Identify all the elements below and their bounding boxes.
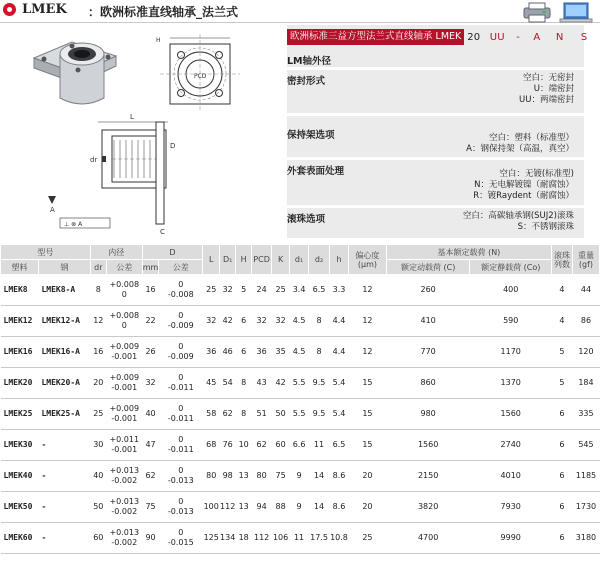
cell-s: - (38, 523, 90, 554)
cell-h: 8.6 (330, 461, 349, 492)
cell-d2: 14 (309, 461, 330, 492)
cell-h: 5.4 (330, 368, 349, 399)
col-k: K (272, 245, 290, 275)
cell-h: 4.4 (330, 306, 349, 337)
cell-k: 42 (272, 368, 290, 399)
cell-dt (159, 461, 203, 492)
cell-d2: 14 (309, 492, 330, 523)
tolerance-upper: 0 (178, 497, 184, 506)
cell-s: - (38, 492, 90, 523)
col-outer-diameter: D (142, 245, 202, 260)
cell-pcd: 43 (252, 368, 272, 399)
table-row (1, 523, 600, 554)
cell-ecc: 12 (348, 337, 386, 368)
cell-n: 6 (552, 523, 573, 554)
cell-d2: 6.5 (309, 275, 330, 306)
tolerance-upper: +0.011 (109, 435, 140, 444)
tolerance-lower: -0.002 (111, 476, 138, 485)
cell-pcd: 51 (252, 399, 272, 430)
tolerance-upper: 0 (178, 280, 184, 289)
cell-ecc: 25 (348, 523, 386, 554)
side-view-drawing (40, 108, 220, 238)
tolerance-upper: +0.013 (109, 497, 140, 506)
cell-n: 6 (552, 430, 573, 461)
code-seal: UU (489, 31, 505, 43)
seal-option: U：端密封 (533, 84, 574, 94)
col-dr-tol: 公差 (106, 260, 142, 275)
cell-c: 980 (386, 399, 470, 430)
tolerance-lower: -0.001 (111, 383, 138, 392)
table-header-row (1, 245, 600, 260)
section-surface-treatment: 外套表面处理 (287, 166, 345, 177)
cell-dt (159, 337, 203, 368)
tolerance-upper: +0.013 (109, 466, 140, 475)
cell-d: 90 (142, 523, 159, 554)
tolerance-upper: 0 (178, 528, 184, 537)
dim-label-a: A (50, 206, 55, 214)
cell-d: 75 (142, 492, 159, 523)
cell-ecc: 15 (348, 368, 386, 399)
cell-dt (159, 492, 203, 523)
col-h: H (236, 245, 252, 275)
cell-c: 260 (386, 275, 470, 306)
cell-c: 1560 (386, 430, 470, 461)
table-row (1, 399, 600, 430)
cell-d1: 42 (220, 306, 236, 337)
cell-c: 3820 (386, 492, 470, 523)
cell-h: 13 (236, 461, 252, 492)
cage-options (466, 133, 574, 155)
cell-pcd: 24 (252, 275, 272, 306)
cell-d1: 98 (220, 461, 236, 492)
title-bar (0, 0, 600, 20)
cell-s: LMEK8-A (38, 275, 90, 306)
cell-d2: 8 (309, 306, 330, 337)
col-plastic: 塑料 (1, 260, 39, 275)
cell-n: 6 (552, 461, 573, 492)
tolerance-upper: +0.009 (109, 373, 140, 382)
cell-d1: 5.5 (290, 368, 309, 399)
cell-k: 35 (272, 337, 290, 368)
cell-dr: 25 (90, 399, 106, 430)
cell-h: 8 (236, 399, 252, 430)
tolerance-lower: -0.002 (111, 507, 138, 516)
code-surface: N (555, 31, 564, 43)
col-d1: D₁ (220, 245, 236, 275)
cell-k: 32 (272, 306, 290, 337)
cell-d1: 9 (290, 492, 309, 523)
tolerance-lower: -0.015 (167, 538, 194, 547)
pcd-label: PCD (194, 73, 207, 80)
seal-options (519, 73, 574, 106)
divider (287, 157, 584, 160)
col-h-small: h (330, 245, 349, 275)
cell-ecc: 12 (348, 275, 386, 306)
cell-h: 6.5 (330, 430, 349, 461)
cell-ecc: 20 (348, 461, 386, 492)
tolerance-lower: -0.009 (167, 352, 194, 361)
cell-co: 590 (470, 306, 552, 337)
cell-l: 80 (203, 461, 220, 492)
front-view-drawing (150, 30, 250, 114)
tolerance-lower: -0.011 (167, 414, 194, 423)
cell-pcd: 62 (252, 430, 272, 461)
cell-k: 25 (272, 275, 290, 306)
ball-option: 空白：高碳轴承钢(SUJ2)滚珠 (462, 211, 574, 221)
cell-d1: 4.5 (290, 306, 309, 337)
tolerance-upper: 0 (178, 466, 184, 475)
cell-dr: 8 (90, 275, 106, 306)
cell-d2: 8 (309, 337, 330, 368)
cell-dr: 40 (90, 461, 106, 492)
cell-h: 13 (236, 492, 252, 523)
bearing-photo (20, 26, 140, 114)
cell-h: 8 (236, 368, 252, 399)
cell-pcd: 32 (252, 306, 272, 337)
tray-icons (520, 0, 598, 24)
tolerance-lower: -0.008 (167, 290, 194, 299)
cell-co: 2740 (470, 430, 552, 461)
spec-table-body (1, 275, 600, 554)
cell-s: LMEK25-A (38, 399, 90, 430)
table-row (1, 461, 600, 492)
cell-pcd: 36 (252, 337, 272, 368)
tolerance-upper: +0.008 (109, 311, 140, 320)
cell-h: 4.4 (330, 337, 349, 368)
tolerance-upper: 0 (178, 311, 184, 320)
cell-dt (106, 492, 142, 523)
cell-p: LMEK40 (1, 461, 39, 492)
cell-h: 6 (236, 306, 252, 337)
cell-k: 88 (272, 492, 290, 523)
tolerance-upper: 0 (178, 342, 184, 351)
cell-n: 6 (552, 492, 573, 523)
cell-l: 45 (203, 368, 220, 399)
section-seal-type: 密封形式 (287, 76, 326, 87)
cell-c: 2150 (386, 461, 470, 492)
cell-d1: 6.6 (290, 430, 309, 461)
cell-dt (159, 368, 203, 399)
cell-d2: 9.5 (309, 368, 330, 399)
cell-dr: 30 (90, 430, 106, 461)
tolerance-lower: 0 (121, 321, 127, 330)
cell-s: LMEK20-A (38, 368, 90, 399)
col-steel: 钢 (38, 260, 90, 275)
cage-option: A：钢保持架（高温，真空） (466, 144, 574, 154)
cell-d: 40 (142, 399, 159, 430)
col-eccentricity: 偏心度(μm) (348, 245, 386, 275)
tolerance-box: ⊥ ⊗ A (64, 221, 83, 228)
ordering-code-panel (287, 25, 588, 238)
tolerance-upper: +0.008 (109, 280, 140, 289)
cell-dt (106, 368, 142, 399)
cell-dt (159, 399, 203, 430)
cell-c: 860 (386, 368, 470, 399)
cell-co: 9990 (470, 523, 552, 554)
col-inner-diameter: 内径 (90, 245, 142, 260)
cell-w: 1730 (572, 492, 599, 523)
cell-pcd: 112 (252, 523, 272, 554)
cell-d: 26 (142, 337, 159, 368)
cell-d1: 32 (220, 275, 236, 306)
cell-d1: 5.5 (290, 399, 309, 430)
cell-d1: 134 (220, 523, 236, 554)
col-d2: d₂ (309, 245, 330, 275)
ordering-code-header (287, 29, 587, 45)
table-row (1, 492, 600, 523)
page-title: LMEK (22, 2, 67, 17)
cell-p: LMEK8 (1, 275, 39, 306)
cell-p: LMEK20 (1, 368, 39, 399)
cell-h: 10.8 (330, 523, 349, 554)
tolerance-lower: -0.013 (167, 476, 194, 485)
tolerance-lower: -0.002 (111, 538, 138, 547)
cell-dr: 16 (90, 337, 106, 368)
divider (287, 113, 584, 116)
tolerance-upper: +0.009 (109, 342, 140, 351)
cell-l: 68 (203, 430, 220, 461)
cell-n: 4 (552, 275, 573, 306)
tolerance-lower: -0.001 (111, 445, 138, 454)
table-row (1, 430, 600, 461)
ordering-code-suffix (467, 32, 587, 43)
cell-c: 4700 (386, 523, 470, 554)
dim-label-dr: dr (90, 156, 98, 164)
cell-d: 32 (142, 368, 159, 399)
col-ball-rows: 滚珠列数 (552, 245, 573, 275)
cell-d: 47 (142, 430, 159, 461)
cell-l: 58 (203, 399, 220, 430)
cell-l: 32 (203, 306, 220, 337)
cell-d: 16 (142, 275, 159, 306)
cell-co: 7930 (470, 492, 552, 523)
col-l: L (203, 245, 220, 275)
surface-option: R：镀Raydent（耐腐蚀） (473, 191, 574, 201)
col-pcd: PCD (252, 245, 272, 275)
cell-d1: 4.5 (290, 337, 309, 368)
col-dr: dr (90, 260, 106, 275)
cell-h: 18 (236, 523, 252, 554)
cell-p: LMEK50 (1, 492, 39, 523)
ordering-code-title: 欧洲标准三益方型法兰式直线轴承 LMEK (287, 29, 464, 45)
cell-w: 120 (572, 337, 599, 368)
cell-dt (106, 399, 142, 430)
tolerance-lower: -0.001 (111, 352, 138, 361)
cell-dr: 12 (90, 306, 106, 337)
table-row (1, 368, 600, 399)
cell-w: 86 (572, 306, 599, 337)
col-static-load: 额定静载荷 (Co) (470, 260, 552, 275)
tolerance-upper: 0 (178, 404, 184, 413)
cell-w: 545 (572, 430, 599, 461)
cell-p: LMEK16 (1, 337, 39, 368)
cell-d2: 11 (309, 430, 330, 461)
cell-n: 5 (552, 337, 573, 368)
cell-w: 3180 (572, 523, 599, 554)
code-ball: S (580, 31, 588, 43)
cell-dt (159, 306, 203, 337)
cell-s: - (38, 461, 90, 492)
seal-option: UU：两端密封 (519, 95, 574, 105)
cell-co: 400 (470, 275, 552, 306)
cell-ecc: 20 (348, 492, 386, 523)
cell-h: 5.4 (330, 399, 349, 430)
cell-s: LMEK16-A (38, 337, 90, 368)
col-d-tol: 公差 (159, 260, 203, 275)
cell-co: 1170 (470, 337, 552, 368)
cell-dt (106, 523, 142, 554)
cell-h: 5 (236, 275, 252, 306)
divider (287, 205, 584, 208)
cell-k: 60 (272, 430, 290, 461)
cell-dt (106, 306, 142, 337)
cell-d1: 46 (220, 337, 236, 368)
tolerance-upper: 0 (178, 373, 184, 382)
dim-label-c: C (160, 228, 165, 236)
cell-d1: 11 (290, 523, 309, 554)
cell-s: - (38, 430, 90, 461)
tolerance-lower: -0.013 (167, 507, 194, 516)
cell-dt (106, 337, 142, 368)
cell-dr: 20 (90, 368, 106, 399)
table-row (1, 275, 600, 306)
computer-icon[interactable] (560, 3, 592, 22)
cell-k: 75 (272, 461, 290, 492)
cell-dt (159, 523, 203, 554)
cell-w: 1185 (572, 461, 599, 492)
cell-w: 184 (572, 368, 599, 399)
cell-p: LMEK12 (1, 306, 39, 337)
cell-d1: 54 (220, 368, 236, 399)
col-d1-small: d₁ (290, 245, 309, 275)
cell-pcd: 94 (252, 492, 272, 523)
tolerance-upper: +0.009 (109, 404, 140, 413)
cell-dt (159, 430, 203, 461)
divider (287, 67, 584, 70)
cell-k: 50 (272, 399, 290, 430)
surface-options (473, 169, 574, 202)
cell-co: 1560 (470, 399, 552, 430)
printer-icon[interactable] (524, 3, 550, 22)
cell-p: LMEK60 (1, 523, 39, 554)
cell-dt (106, 461, 142, 492)
section-ball-option: 滚珠选项 (287, 214, 326, 225)
tolerance-upper: +0.013 (109, 528, 140, 537)
cell-n: 4 (552, 306, 573, 337)
cell-dt (106, 275, 142, 306)
cell-d2: 9.5 (309, 399, 330, 430)
cell-d1: 9 (290, 461, 309, 492)
title-divider (0, 22, 600, 23)
col-weight: 重量(gf) (572, 245, 599, 275)
cell-n: 5 (552, 368, 573, 399)
tolerance-lower: -0.009 (167, 321, 194, 330)
cell-n: 6 (552, 399, 573, 430)
cell-k: 106 (272, 523, 290, 554)
table-row (1, 337, 600, 368)
cell-s: LMEK12-A (38, 306, 90, 337)
cell-p: LMEK30 (1, 430, 39, 461)
tolerance-lower: -0.011 (167, 383, 194, 392)
code-cage: A (533, 31, 541, 43)
surface-option: 空白：无镀(标准型) (499, 169, 574, 179)
tolerance-lower: -0.001 (111, 414, 138, 423)
cell-dt (106, 430, 142, 461)
ball-option: S：不锈钢滚珠 (517, 222, 574, 232)
ball-options (463, 211, 574, 233)
cell-w: 335 (572, 399, 599, 430)
cell-h: 8.6 (330, 492, 349, 523)
dim-label-l: L (130, 113, 134, 121)
cell-d1: 112 (220, 492, 236, 523)
cell-c: 770 (386, 337, 470, 368)
col-mm: mm (142, 260, 159, 275)
col-dynamic-load: 额定动载荷 (C) (386, 260, 470, 275)
cell-dr: 50 (90, 492, 106, 523)
code-dash: - (516, 31, 521, 43)
cell-co: 1370 (470, 368, 552, 399)
cell-l: 125 (203, 523, 220, 554)
cell-co: 4010 (470, 461, 552, 492)
cell-ecc: 15 (348, 430, 386, 461)
cell-pcd: 80 (252, 461, 272, 492)
cell-dr: 60 (90, 523, 106, 554)
cell-l: 36 (203, 337, 220, 368)
bullet-icon (3, 3, 16, 16)
page-subtitle: ：欧洲标准直线轴承_法兰式 (88, 5, 239, 19)
dim-label-h: H (156, 37, 161, 44)
section-shaft-diameter: LM轴外径 (287, 56, 332, 67)
cell-dt (159, 275, 203, 306)
tolerance-lower: 0 (121, 290, 127, 299)
cell-d1: 3.4 (290, 275, 309, 306)
cell-l: 25 (203, 275, 220, 306)
cell-c: 410 (386, 306, 470, 337)
cell-h: 6 (236, 337, 252, 368)
tolerance-upper: 0 (178, 435, 184, 444)
cell-p: LMEK25 (1, 399, 39, 430)
cell-h: 10 (236, 430, 252, 461)
spec-table (0, 244, 600, 554)
cell-d2: 17.5 (309, 523, 330, 554)
code-size: 20 (467, 31, 481, 43)
surface-option: N：无电解镀镍（耐腐蚀） (474, 180, 574, 190)
tolerance-lower: -0.011 (167, 445, 194, 454)
cell-d1: 62 (220, 399, 236, 430)
cell-w: 44 (572, 275, 599, 306)
cell-h: 3.3 (330, 275, 349, 306)
cell-l: 100 (203, 492, 220, 523)
cell-d1: 76 (220, 430, 236, 461)
cage-option: 空白：塑料（标准型） (488, 133, 574, 143)
cell-d: 62 (142, 461, 159, 492)
cell-d: 22 (142, 306, 159, 337)
col-model: 型号 (1, 245, 91, 260)
table-row (1, 306, 600, 337)
section-cage-option: 保持架选项 (287, 130, 335, 141)
cell-ecc: 15 (348, 399, 386, 430)
seal-option: 空白：无密封 (522, 73, 574, 83)
col-rated-load: 基本额定载荷 (N) (386, 245, 551, 260)
dim-label-d: D (170, 142, 176, 150)
cell-ecc: 12 (348, 306, 386, 337)
